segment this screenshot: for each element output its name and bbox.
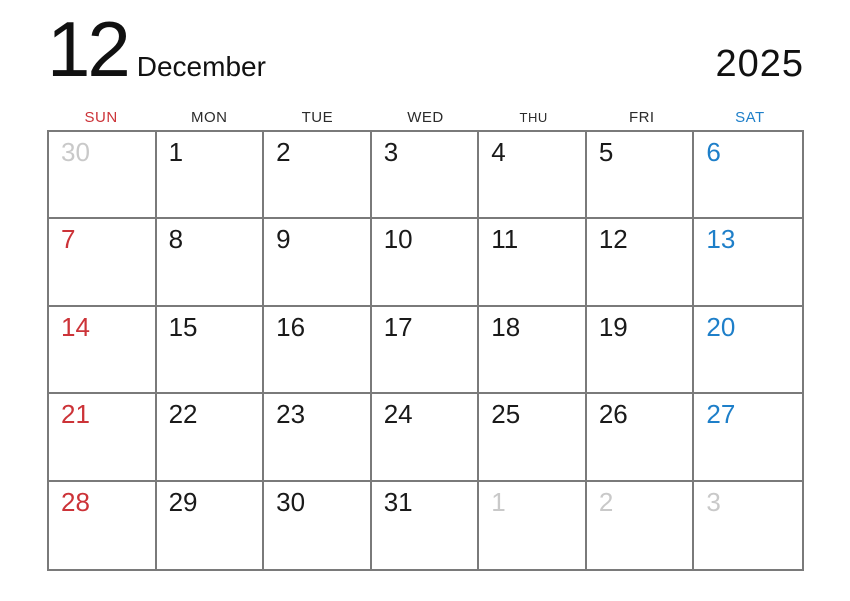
calendar-cell[interactable] <box>157 482 265 569</box>
calendar-cell[interactable] <box>587 219 695 306</box>
day-number: 23 <box>276 399 306 430</box>
day-number: 17 <box>383 311 413 342</box>
calendar-cell[interactable] <box>49 132 157 219</box>
calendar-cell[interactable] <box>264 219 372 306</box>
weekday-label-fri: FRI <box>628 108 655 126</box>
day-number: 30 <box>276 486 306 517</box>
day-number: 26 <box>598 399 628 430</box>
day-number: 11 <box>491 224 519 255</box>
calendar-cell[interactable] <box>587 482 695 569</box>
calendar-cell[interactable] <box>264 132 372 219</box>
day-number: 20 <box>706 311 736 342</box>
day-number: 1 <box>491 486 506 517</box>
day-number: 16 <box>276 311 306 342</box>
day-number: 9 <box>276 224 291 255</box>
month-title <box>47 5 266 93</box>
day-number: 10 <box>383 224 413 255</box>
weekday-label-sun: SUN <box>84 108 118 126</box>
calendar-cell[interactable] <box>264 394 372 481</box>
day-number: 22 <box>168 399 198 430</box>
calendar-cell[interactable] <box>479 132 587 219</box>
day-number: 24 <box>383 399 413 430</box>
weekday-label-sat: SAT <box>735 108 765 126</box>
calendar-cell[interactable] <box>694 394 802 481</box>
calendar-cell[interactable] <box>49 307 157 394</box>
year-label: 2025 <box>715 43 804 85</box>
day-number: 29 <box>168 486 198 517</box>
calendar-cell[interactable] <box>694 132 802 219</box>
month-name: December <box>136 51 266 82</box>
weekday-row <box>47 104 804 130</box>
day-number: 3 <box>383 137 399 167</box>
day-number: 6 <box>706 137 721 167</box>
calendar-cell[interactable] <box>479 307 587 394</box>
calendar-cell[interactable] <box>264 307 372 394</box>
calendar-cell[interactable] <box>264 482 372 569</box>
calendar-cell[interactable] <box>49 394 157 481</box>
calendar-header <box>47 5 804 94</box>
weekday-label-thu: THU <box>519 109 548 125</box>
calendar-grid <box>47 130 804 571</box>
day-number: 4 <box>491 137 506 167</box>
calendar-cell[interactable] <box>372 394 480 481</box>
day-number: 27 <box>706 399 736 430</box>
day-number: 15 <box>168 311 198 342</box>
calendar-cell[interactable] <box>587 132 695 219</box>
calendar-cell[interactable] <box>157 394 265 481</box>
calendar-cell[interactable] <box>694 482 802 569</box>
calendar-cell[interactable] <box>694 219 802 306</box>
calendar-cell[interactable] <box>372 219 480 306</box>
calendar-cell[interactable] <box>587 307 695 394</box>
calendar-cell[interactable] <box>157 307 265 394</box>
day-number: 5 <box>598 137 614 167</box>
weekday-label-mon: MON <box>190 108 228 126</box>
day-number: 3 <box>706 486 721 517</box>
calendar-cell[interactable] <box>372 132 480 219</box>
month-number: 12 <box>47 5 128 93</box>
day-number: 2 <box>276 137 291 167</box>
calendar-cell[interactable] <box>372 307 480 394</box>
day-number: 2 <box>598 486 614 517</box>
calendar-cell[interactable] <box>479 219 587 306</box>
day-number: 18 <box>491 311 521 342</box>
calendar-cell[interactable] <box>479 394 587 481</box>
weekday-label-tue: TUE <box>301 108 334 126</box>
day-number: 7 <box>61 224 76 255</box>
weekday-label-wed: WED <box>407 108 444 126</box>
calendar-cell[interactable] <box>479 482 587 569</box>
day-number: 13 <box>706 224 736 255</box>
calendar-cell[interactable] <box>49 482 157 569</box>
day-number: 31 <box>383 486 413 517</box>
day-number: 14 <box>61 311 90 342</box>
day-number: 8 <box>168 224 184 255</box>
day-number: 12 <box>598 224 628 255</box>
day-number: 1 <box>168 137 184 167</box>
day-number: 28 <box>61 486 90 517</box>
calendar-cell[interactable] <box>157 219 265 306</box>
day-number: 19 <box>598 311 628 342</box>
day-number: 21 <box>61 399 90 430</box>
calendar-cell[interactable] <box>587 394 695 481</box>
day-number: 25 <box>491 399 521 430</box>
day-number: 30 <box>61 137 90 167</box>
calendar-cell[interactable] <box>372 482 480 569</box>
calendar-cell[interactable] <box>694 307 802 394</box>
calendar-cell[interactable] <box>49 219 157 306</box>
calendar-cell[interactable] <box>157 132 265 219</box>
